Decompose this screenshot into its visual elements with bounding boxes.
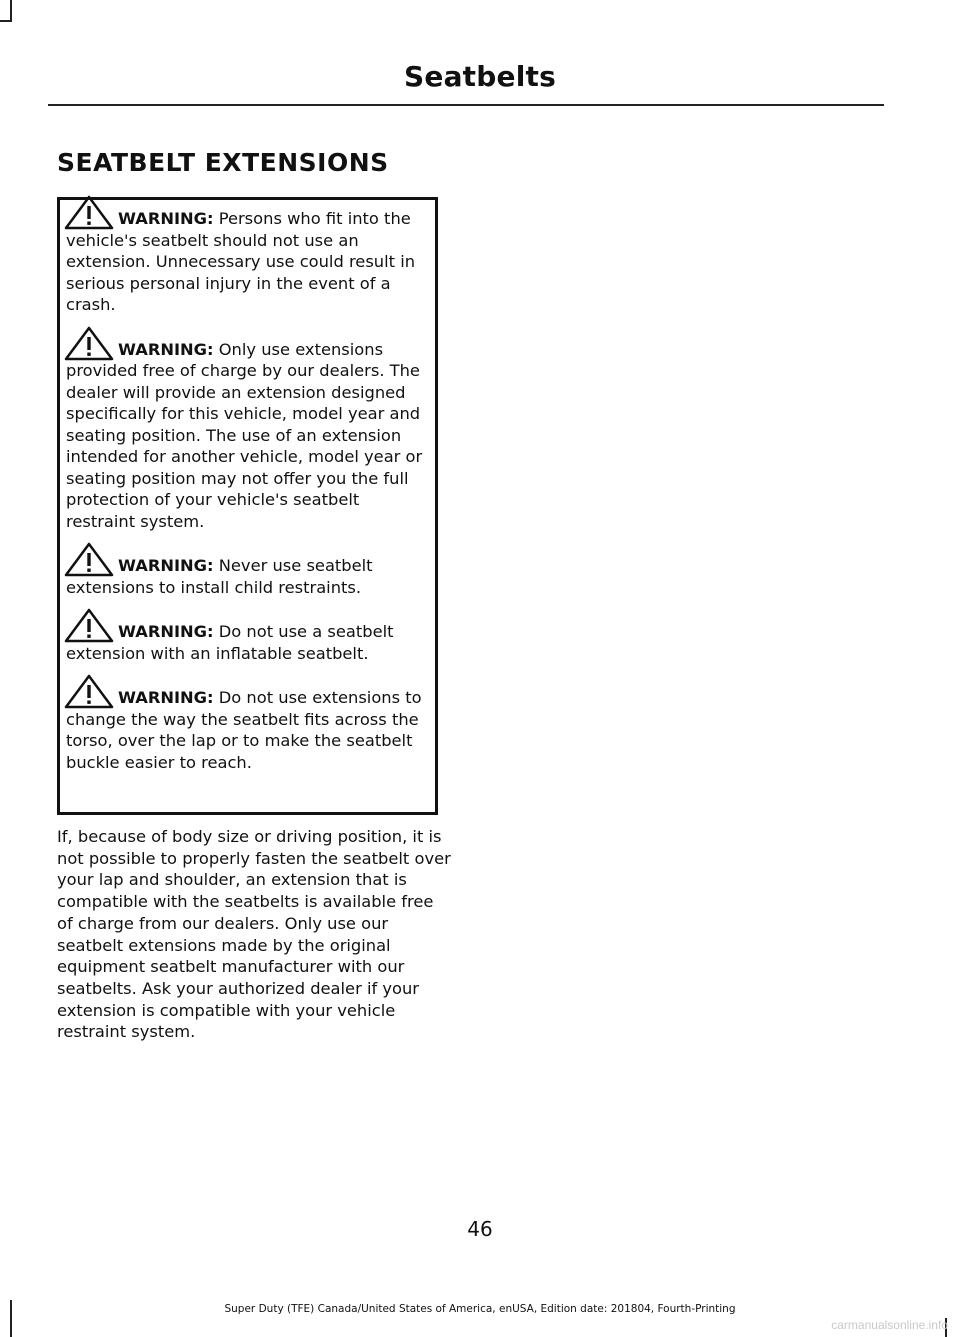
warning-text: Only use extensions provided free of charge by our dealers. The dealer will provide an extension designed specifically for this vehicle, model year and seating position. The use of an extension intended for another vehicle, model year or seating position may not offer you the full protection of your vehicle's seatbelt restraint system.: [66, 339, 423, 531]
warning-label: WARNING:: [118, 556, 214, 575]
section-heading: SEATBELT EXTENSIONS: [57, 148, 389, 177]
page-header-title: Seatbelts: [404, 60, 556, 93]
warning-label: WARNING:: [118, 688, 214, 707]
warning-label: WARNING:: [118, 622, 214, 641]
warning-box: [57, 197, 438, 815]
warning-text: Do not use extensions to change the way the seatbelt fits across the torso, over the lap or to make the seatbelt buckle easier to reach.: [66, 688, 422, 772]
warning-text: Do not use a seatbelt extension with an inflatable seatbelt.: [66, 622, 394, 663]
warning-triangle-icon: [64, 195, 114, 231]
watermark: carmanualsonline.info: [831, 1318, 948, 1332]
warning-item: [66, 555, 429, 598]
warning-triangle-icon: [64, 542, 114, 578]
crop-mark-top-left-vertical: [10, 0, 12, 22]
body-paragraph: If, because of body size or driving position, it is not possible to properly fasten the seatbelt over your lap and shoulder, an extension that is compatible with the seatbelts is available free of charge from our dealers. Only use our seatbelt extensions made by the original equipment seatbelt manufacturer with our seatbelts. Ask your authorized dealer if your extension is compatible with your vehicle restraint system.: [57, 827, 451, 1042]
footer-edition-text: Super Duty (TFE) Canada/United States of America, enUSA, Edition date: 201804, Fourth-Printing: [224, 1303, 736, 1315]
warning-triangle-icon: [64, 674, 114, 710]
warning-item: [66, 687, 429, 773]
warning-item: [66, 208, 429, 316]
warning-label: WARNING:: [118, 209, 214, 228]
page-number: 46: [467, 1217, 493, 1241]
warning-label: WARNING:: [118, 339, 214, 359]
warning-item: [66, 339, 429, 533]
warning-item: [66, 621, 429, 664]
crop-mark-top-left-horizontal: [0, 20, 12, 22]
warning-triangle-icon: [64, 608, 114, 644]
warning-triangle-icon: [64, 326, 114, 362]
header-divider: [48, 104, 884, 106]
warning-text: Persons who fit into the vehicle's seatbelt should not use an extension. Unnecessary use could result in serious personal injury in the event of a crash.: [66, 209, 416, 314]
warning-text: Never use seatbelt extensions to install child restraints.: [66, 556, 373, 597]
